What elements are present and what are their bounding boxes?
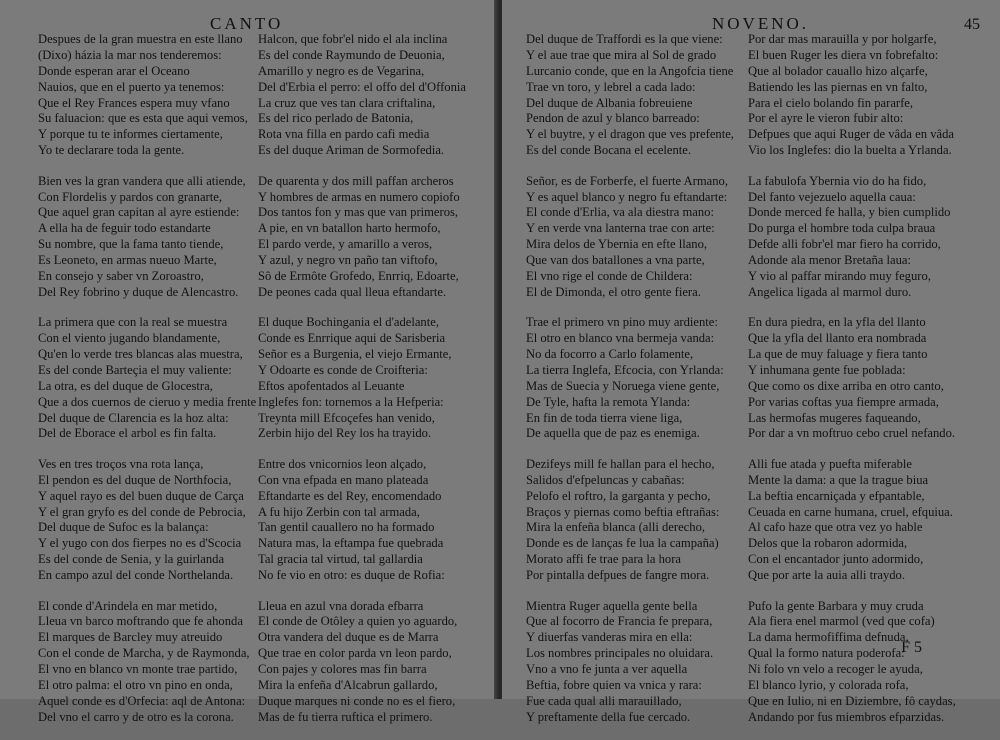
verse-line: Con vna efpada en mano plateada: [258, 472, 429, 487]
left-column-1: [38, 32, 263, 740]
verse-line: Del duque de Albania fobreuiene: [526, 95, 693, 110]
verse-line: El buen Ruger les diera vn fobrefalto:: [748, 47, 939, 62]
verse-line: Trae vn toro, y lebrel a cada lado:: [526, 79, 696, 94]
verse-line: Los nombres principales no oluidara.: [526, 646, 714, 661]
verse-line: Señor, es de Forberfe, el fuerte Armano,: [526, 173, 728, 188]
verse-line: Morato affi fe trae para la hora: [526, 552, 682, 567]
verse-line: Por dar mas marauilla y por holgarfe,: [748, 32, 937, 46]
verse-line: Halcon, que fobr'el nido el ala inclina: [258, 32, 448, 46]
verse-line: Andando por fus miembros efparzidas.: [748, 709, 945, 724]
verse-line: Con pajes y colores mas fin barra: [258, 662, 427, 677]
verse-line: Mente la dama: a que la trague biua: [748, 472, 929, 487]
verse-line: Y en verde vna lanterna trae con arte:: [526, 221, 715, 236]
verse-line: Donde es de lanças fe lua la campaña): [526, 536, 719, 551]
verse-line: Y diuerfas vanderas mira en ella:: [526, 630, 693, 645]
verse-line: Ala fiera enel marmol (ved que cofa): [748, 614, 935, 629]
verse-line: El conde d'Arindela en mar metido,: [38, 598, 218, 613]
left-running-header: CANTO: [210, 14, 284, 33]
verse-line: Aquel conde es d'Orfecia: aql de Antona:: [38, 693, 246, 708]
verse-line: Es del conde Raymundo de Deuonia,: [258, 47, 445, 62]
verse-line: Y el yugo con dos fierpes no es d'Scocia: [38, 536, 242, 551]
verse-line: Defde alli fobr'el mar fiero ha corrido,: [748, 237, 941, 252]
verse-line: La primera que con la real se muestra: [38, 315, 228, 330]
verse-line: El duque Bochingania el d'adelante,: [258, 315, 439, 330]
verse-line: La beftia encarniçada y efpantable,: [748, 488, 925, 503]
verse-line: Del duque de Traffordi es la que viene:: [526, 32, 723, 46]
verse-line: En dura piedra, en la yfla del llanto: [748, 315, 926, 330]
right-column-1: [526, 32, 751, 740]
verse-line: El otro en blanco vna bermeja vanda:: [526, 331, 715, 346]
verse-line: Para el cielo bolando fin pararfe,: [748, 95, 914, 110]
verse-line: Del duque de Clarencia es la hoz alta:: [38, 410, 229, 425]
verse-line: A fu hijo Zerbin con tal armada,: [258, 504, 420, 519]
verse-line: Delos que la robaron adormida,: [748, 536, 908, 551]
verse-line: Del duque de Sufoc es la balança:: [38, 520, 209, 535]
stanza: [526, 32, 751, 159]
verse-line: Las hermofas mugeres faqueando,: [748, 410, 921, 425]
verse-line: La que de muy faluage y fiera tanto: [748, 347, 928, 362]
verse-line: Do purga el hombre toda culpa braua: [748, 221, 936, 236]
verse-line: Por varias coftas yua fiempre armada,: [748, 394, 939, 409]
verse-line: Donde esperan arar el Oceano: [38, 63, 190, 78]
verse-line: Despues de la gran muestra en este llano: [38, 32, 243, 46]
verse-line: Su faluacion: que es esta que aqui vemos,: [38, 111, 248, 126]
verse-line: Lleua en azul vna dorada efbarra: [258, 598, 424, 613]
verse-line: Lleua vn barco moftrando que fe ahonda: [38, 614, 243, 629]
verse-line: No fe vio en otro: es duque de Rofia:: [258, 568, 445, 583]
verse-line: Inglefes fon: tornemos a la Hefperia:: [258, 394, 444, 409]
verse-line: Que aquel gran capitan al ayre estiende:: [38, 205, 240, 220]
verse-line: Eftandarte es del Rey, encomendado: [258, 488, 442, 503]
verse-line: La fabulofa Ybernia vio do ha fido,: [748, 173, 927, 188]
verse-line: Zerbin hijo del Rey los ha trayido.: [258, 426, 432, 441]
stanza: [526, 599, 751, 726]
verse-line: Ni folo vn velo a recoger le ayuda,: [748, 662, 923, 677]
verse-line: Conde es Enrrique aqui de Sarisberia: [258, 331, 446, 346]
verse-line: Del vno el carro y de otro es la corona.: [38, 709, 234, 724]
verse-line: Del d'Erbia el perro: el offo del d'Offonia: [258, 79, 466, 94]
verse-line: Otra vandera del duque es de Marra: [258, 630, 439, 645]
verse-line: A ella ha de feguir todo estandarte: [38, 221, 211, 236]
verse-line: Treynta mill Efcoçefes han venido,: [258, 410, 435, 425]
verse-line: Ceuada en carne humana, cruel, efquiua.: [748, 504, 953, 519]
verse-line: Lurcanio conde, que en la Angofcia tiene: [526, 63, 734, 78]
verse-line: Y el aue trae que mira al Sol de grado: [526, 47, 717, 62]
verse-line: Qu'en lo verde tres blancas alas muestra,: [38, 347, 243, 362]
verse-line: Amarillo y negro es de Vegarina,: [258, 63, 425, 78]
verse-line: De Tyle, hafta la remota Ylanda:: [526, 394, 691, 409]
verse-line: El vno rige el conde de Childera:: [526, 268, 693, 283]
verse-line: En campo azul del conde Northelanda.: [38, 568, 234, 583]
verse-line: El vno en blanco vn monte trae partido,: [38, 662, 238, 677]
verse-line: La tierra Inglefa, Efcocia, con Yrlanda:: [526, 362, 724, 377]
verse-line: Dezifeys mill fe hallan para el hecho,: [526, 456, 715, 471]
verse-line: Entre dos vnicornios leon alçado,: [258, 456, 427, 471]
verse-line: Mas de Suecia y Noruega viene gente,: [526, 378, 720, 393]
stanza: [526, 457, 751, 584]
verse-line: Natura mas, la eftampa fue quebrada: [258, 536, 444, 551]
verse-line: Defpues que aqui Ruger de vâda en vâda: [748, 127, 954, 142]
verse-line: Donde merced fe halla, y bien cumplido: [748, 205, 951, 220]
verse-line: Qual la formo natura poderofa:: [748, 646, 905, 661]
verse-line: Con el viento jugando blandamente,: [38, 331, 221, 346]
verse-line: Es del conde Bocana el ecelente.: [526, 143, 692, 158]
verse-line: Señor es a Burgenia, el viejo Ermante,: [258, 347, 452, 362]
verse-line: Y porque tu te informes ciertamente,: [38, 127, 223, 142]
verse-line: (Dixo) házia la mar nos tenderemos:: [38, 47, 222, 62]
verse-line: Es del rico perlado de Batonia,: [258, 111, 414, 126]
verse-line: Que en Iulio, ni en Diziembre, fô caydas,: [748, 693, 956, 708]
verse-line: Por el ayre le vieron fubir alto:: [748, 111, 904, 126]
verse-line: Del fanto vejezuelo aquella caua:: [748, 189, 916, 204]
verse-line: Alli fue atada y puefta miferable: [748, 456, 912, 471]
verse-line: Del de Eborace el arbol es fin falta.: [38, 426, 217, 441]
verse-line: Que trae en color parda vn leon pardo,: [258, 646, 452, 661]
verse-line: Y es aquel blanco y negro fu eftandarte:: [526, 189, 728, 204]
verse-line: Dos tantos fon y mas que van primeros,: [258, 205, 459, 220]
verse-line: La otra, es del duque de Glocestra,: [38, 378, 213, 393]
stanza: [748, 32, 973, 159]
verse-line: Sô de Ermôte Grofedo, Enrriq, Edoarte,: [258, 268, 459, 283]
verse-line: De aquella que de paz es enemiga.: [526, 426, 700, 441]
right-column-2: [748, 32, 973, 740]
verse-line: Vio los Inglefes: dio la buelta a Yrlanda.: [748, 143, 952, 158]
verse-line: Nauios, que en el puerto ya tenemos:: [38, 79, 225, 94]
verse-line: De quarenta y dos mill paffan archeros: [258, 173, 454, 188]
stanza: [38, 32, 263, 159]
stanza: [748, 457, 973, 584]
verse-line: Mientra Ruger aquella gente bella: [526, 598, 698, 613]
verse-line: Mas de fu tierra ruftica el primero.: [258, 709, 433, 724]
verse-line: Es del conde de Senia, y la guirlanda: [38, 552, 225, 567]
verse-line: Beftia, fobre quien va vnica y rara:: [526, 677, 702, 692]
verse-line: Es del conde Barteçia el muy valiente:: [38, 362, 232, 377]
verse-line: Y hombres de armas en numero copiofo: [258, 189, 460, 204]
verse-line: Al cafo haze que otra vez yo hable: [748, 520, 923, 535]
verse-line: Y preftamente della fue cercado.: [526, 709, 691, 724]
verse-line: Del Rey fobrino y duque de Alencastro.: [38, 284, 239, 299]
stanza: [748, 174, 973, 301]
verse-line: A pie, en vn batallon harto hermofo,: [258, 221, 441, 236]
verse-line: La dama hermofiffima defnuda,: [748, 630, 909, 645]
stanza: [258, 457, 483, 584]
verse-line: Que por arte la auia alli traydo.: [748, 568, 906, 583]
verse-line: Fue cada qual alli marauillado,: [526, 693, 682, 708]
verse-line: Mira la enfeña blanca (alli derecho,: [526, 520, 706, 535]
verse-line: Pufo la gente Barbara y muy cruda: [748, 598, 924, 613]
verse-line: Angelica ligada al marmol duro.: [748, 284, 912, 299]
verse-line: Por dar a vn moftruo cebo cruel nefando.: [748, 426, 956, 441]
verse-line: Salidos d'efpeluncas y cabañas:: [526, 472, 685, 487]
verse-line: Yo te declarare toda la gente.: [38, 143, 185, 158]
verse-line: El pardo verde, y amarillo a veros,: [258, 237, 433, 252]
verse-line: Con Flordelis y pardos con granarte,: [38, 189, 222, 204]
verse-line: Que la yfla del llanto era nombrada: [748, 331, 927, 346]
stanza: [38, 315, 263, 442]
verse-line: El pendon es del duque de Northfocia,: [38, 472, 232, 487]
verse-line: Y inhumana gente fue poblada:: [748, 362, 906, 377]
verse-line: Que al bolador cauallo hizo alçarfe,: [748, 63, 928, 78]
stanza: [258, 315, 483, 442]
stanza: [38, 457, 263, 584]
right-running-header: NOVENO.: [712, 14, 810, 33]
verse-line: El blanco lyrio, y colorada rofa,: [748, 677, 909, 692]
verse-line: Con el conde de Marcha, y de Raymonda,: [38, 646, 250, 661]
verse-line: Mira la enfeña d'Alcabrun gallardo,: [258, 677, 438, 692]
verse-line: Que van dos batallones a vna parte,: [526, 253, 705, 268]
verse-line: Que como os dixe arriba en otro canto,: [748, 378, 944, 393]
verse-line: Y azul, y negro vn paño tan viftofo,: [258, 253, 438, 268]
verse-line: Y aquel rayo es del buen duque de Carça: [38, 488, 244, 503]
stanza: [748, 315, 973, 442]
verse-line: En fin de toda tierra viene liga,: [526, 410, 683, 425]
verse-line: Tal gracia tal virtud, tal gallardia: [258, 552, 423, 567]
verse-line: Por pintalla defpues de fangre mora.: [526, 568, 710, 583]
verse-line: El conde de Otôley a quien yo aguardo,: [258, 614, 458, 629]
verse-line: De peones cada qual lleua eftandarte.: [258, 284, 447, 299]
verse-line: Y el gran gryfo es del conde de Pebrocia,: [38, 504, 246, 519]
verse-line: Bien ves la gran vandera que alli atiende,: [38, 173, 246, 188]
stanza: [258, 32, 483, 159]
verse-line: Es Leoneto, en armas nueuo Marte,: [38, 253, 217, 268]
stanza: [38, 599, 263, 726]
stanza: [748, 599, 973, 726]
verse-line: Trae el primero vn pino muy ardiente:: [526, 315, 718, 330]
right-page: [502, 0, 1000, 724]
verse-line: Braços y piernas como beftia eftrañas:: [526, 504, 720, 519]
verse-line: Adonde ala menor Bretaña laua:: [748, 253, 911, 268]
page-number: 45: [964, 16, 980, 33]
verse-line: El marques de Barcley muy atreuido: [38, 630, 223, 645]
left-page: [0, 0, 498, 724]
verse-line: En consejo y saber vn Zoroastro,: [38, 268, 204, 283]
verse-line: Y vio al paffar mirando muy feguro,: [748, 268, 931, 283]
verse-line: Mira delos de Ybernia en efte llano,: [526, 237, 708, 252]
stanza: [258, 599, 483, 726]
verse-line: No da focorro a Carlo folamente,: [526, 347, 694, 362]
verse-line: Y Odoarte es conde de Croifteria:: [258, 362, 428, 377]
verse-line: Con el encantador junto adormido,: [748, 552, 924, 567]
verse-line: Que al focorro de Francia fe prepara,: [526, 614, 713, 629]
verse-line: Duque marques ni conde no es el fiero,: [258, 693, 456, 708]
verse-line: Batiendo les las piernas en vn falto,: [748, 79, 928, 94]
verse-line: Rota vna filla en pardo cafi media: [258, 127, 430, 142]
verse-line: Pelofo el roftro, la garganta y pecho,: [526, 488, 711, 503]
verse-line: El otro palma: el otro vn pino en onda,: [38, 677, 233, 692]
stanza: [526, 174, 751, 301]
verse-line: Que a dos cuernos de cieruo y media frente: [38, 394, 257, 409]
verse-line: El de Dimonda, el otro gente fiera.: [526, 284, 701, 299]
verse-line: Ves en tres troços vna rota lança,: [38, 456, 204, 471]
verse-line: Que el Rey Frances espera muy vfano: [38, 95, 230, 110]
signature-mark: F 5: [901, 639, 922, 656]
verse-line: Eftos apofentados al Leuante: [258, 378, 405, 393]
verse-line: Y el buytre, y el dragon que ves prefente,: [526, 127, 734, 142]
verse-line: El conde d'Erlia, va ala diestra mano:: [526, 205, 714, 220]
verse-line: Su nombre, que la fama tanto tiende,: [38, 237, 224, 252]
verse-line: Pendon de azul y blanco barreado:: [526, 111, 700, 126]
left-column-2: [258, 32, 483, 740]
verse-line: Vno a vno fe junta a ver aquella: [526, 662, 688, 677]
verse-line: Es del duque Ariman de Sormofedia.: [258, 143, 445, 158]
verse-line: La cruz que ves tan clara criftalina,: [258, 95, 436, 110]
stanza: [258, 174, 483, 301]
stanza: [526, 315, 751, 442]
verse-line: Tan gentil cauallero no ha formado: [258, 520, 435, 535]
stanza: [38, 174, 263, 301]
